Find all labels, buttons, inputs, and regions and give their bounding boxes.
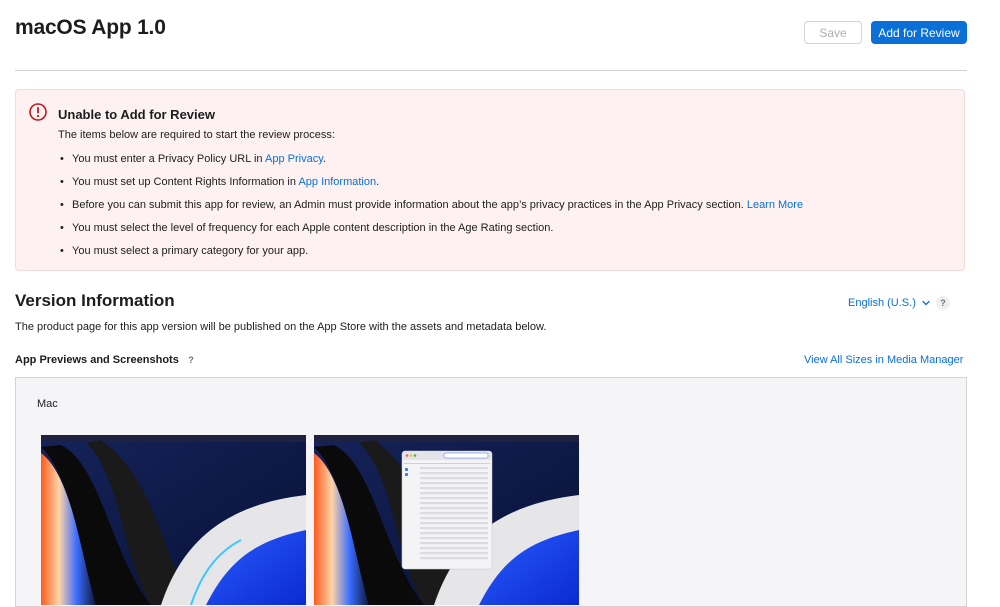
save-button[interactable]: Save — [804, 21, 862, 44]
alert-item: • You must select the level of frequency for each Apple content description in the Age Rating section. — [58, 217, 803, 240]
alert-item: • You must enter a Privacy Policy URL in App Privacy. — [58, 148, 803, 171]
alert-item: • You must select a primary category for your app. — [58, 240, 803, 263]
screenshot-thumbnail[interactable] — [314, 435, 579, 605]
page-title: macOS App 1.0 — [15, 16, 166, 39]
alert-list — [58, 148, 803, 263]
language-select[interactable] — [848, 297, 930, 309]
version-description: The product page for this app version will be published on the App Store with the assets and metadata below. — [15, 321, 547, 333]
help-icon[interactable]: ? — [188, 355, 194, 365]
add-for-review-button[interactable]: Add for Review — [871, 21, 967, 44]
alert-item: • Before you can submit this app for review, an Admin must provide information about the app’s privacy practices in the App Privacy section. Learn More — [58, 194, 803, 217]
app-privacy-link[interactable]: App Privacy — [265, 153, 323, 165]
screenshots-title: App Previews and Screenshots — [15, 354, 179, 366]
app-information-link[interactable]: App Information — [298, 176, 377, 188]
screenshots-panel — [15, 377, 967, 607]
version-information-title: Version Information — [15, 291, 175, 310]
screenshot-image — [41, 435, 306, 605]
learn-more-link[interactable]: Learn More — [746, 199, 804, 211]
platform-label: Mac — [37, 398, 58, 410]
error-alert — [15, 89, 965, 271]
media-manager-link[interactable]: View All Sizes in Media Manager — [804, 354, 964, 366]
error-icon — [29, 103, 47, 121]
screenshot-thumbnail[interactable] — [41, 435, 306, 605]
language-label: English (U.S.) — [848, 297, 916, 309]
alert-description: The items below are required to start the review process: — [58, 129, 335, 141]
screenshot-image — [314, 435, 579, 605]
alert-title: Unable to Add for Review — [58, 107, 215, 122]
help-icon[interactable]: ? — [936, 296, 950, 310]
header-divider — [15, 70, 967, 71]
chevron-down-icon — [922, 300, 930, 306]
alert-item: • You must set up Content Rights Information in App Information. — [58, 171, 803, 194]
